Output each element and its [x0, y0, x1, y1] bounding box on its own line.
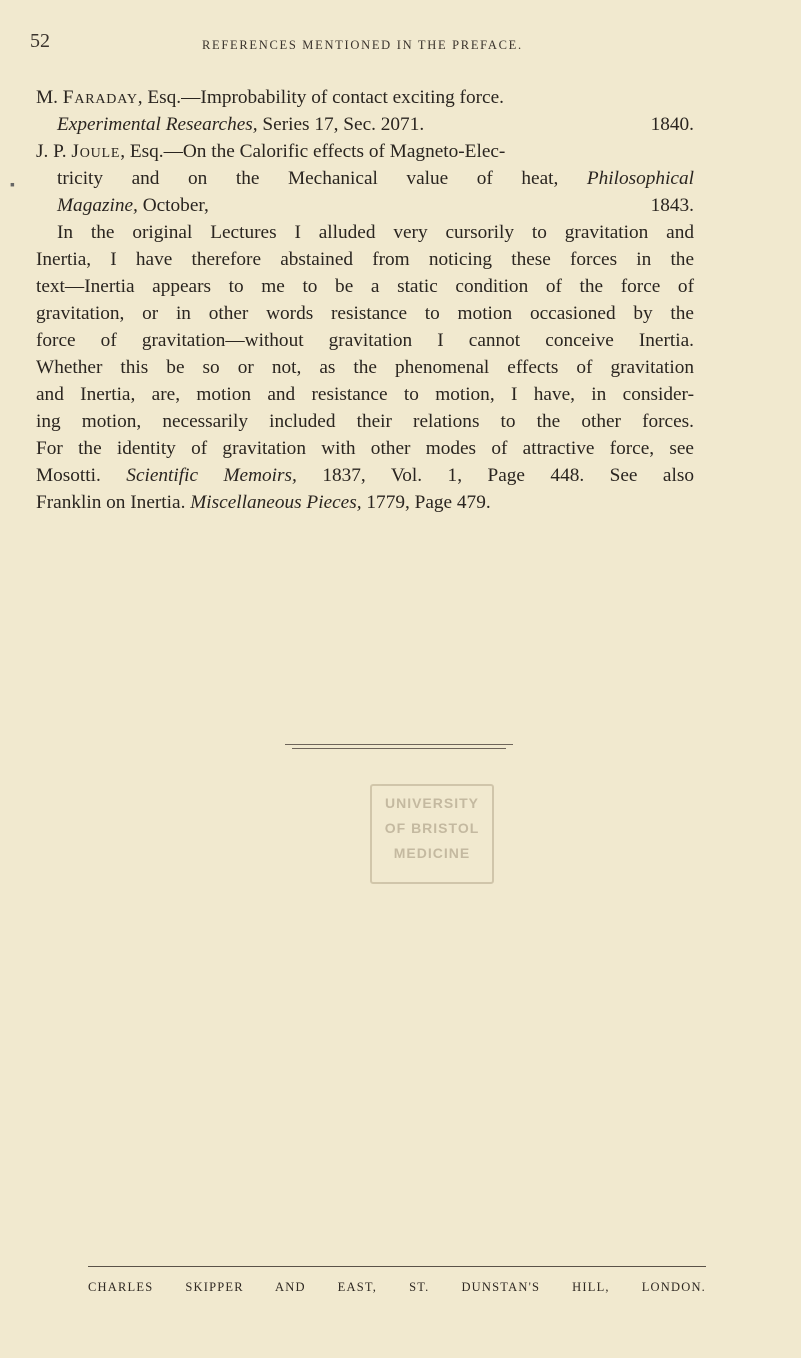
author-initial: J. P.: [36, 141, 67, 162]
text-segment: Franklin on Inertia.: [36, 492, 186, 513]
reference-year: 1840.: [650, 114, 694, 135]
text-segment: 1779, Page 479.: [366, 492, 491, 513]
divider-rule: [292, 748, 506, 749]
reference-joule: [36, 140, 694, 164]
reference-title: , Esq.—On the Calorific effects of Magneto-Elec-: [120, 141, 506, 162]
reference-faraday: [36, 86, 694, 110]
page-number: 52: [30, 30, 50, 52]
printer-imprint: CHARLES SKIPPER AND EAST, ST. DUNSTAN'S HILL, LONDON.: [88, 1280, 706, 1294]
text-segment: 1837, Vol. 1, Page 448. See also: [322, 465, 694, 486]
work-title: Scientific Memoirs,: [126, 465, 297, 486]
stamp-line: UNIVERSITY: [384, 795, 479, 811]
work-title: Philosophical: [586, 168, 694, 189]
library-stamp: [370, 784, 494, 884]
divider-rule: [285, 744, 513, 745]
reference-title: , Esq.—Improbability of contact exciting force.: [137, 87, 504, 108]
author-name: Faraday: [62, 87, 138, 108]
paragraph-line: [36, 464, 694, 488]
author-name: Joule: [71, 141, 121, 162]
paragraph-line: force of gravitation—without gravitation I cannot conceive Inertia.: [36, 330, 694, 351]
stamp-line: OF BRISTOL: [384, 820, 480, 836]
stamp-line: MEDICINE: [393, 845, 471, 861]
paragraph-line: In the original Lectures I alluded very cursorily to gravitation and: [57, 222, 694, 243]
paragraph-line: gravitation, or in other words resistance to motion occasioned by the: [36, 303, 694, 324]
reference-title-cont: tricity and on the Mechanical value of heat,: [57, 168, 559, 189]
work-title: Experimental Researches,: [57, 114, 258, 135]
paragraph-line: Whether this be so or not, as the phenomenal effects of gravitation: [36, 357, 694, 378]
paragraph-line: For the identity of gravitation with other modes of attractive force, see: [36, 438, 694, 459]
paragraph-line: ing motion, necessarily included their relations to the other forces.: [36, 411, 694, 432]
work-detail: October,: [137, 195, 209, 216]
reference-joule-source: [57, 194, 694, 218]
running-head: REFERENCES MENTIONED IN THE PREFACE.: [202, 38, 523, 52]
paragraph-line: Inertia, I have therefore abstained from noticing these forces in the: [36, 249, 694, 270]
text-segment: Mosotti.: [36, 465, 101, 486]
paragraph-line: [36, 491, 694, 515]
reference-joule-line2: [57, 167, 694, 191]
author-initial: M.: [36, 87, 58, 108]
reference-year: 1843.: [650, 195, 694, 216]
reference-faraday-source: [57, 113, 694, 137]
work-title-cont: Magazine,: [57, 195, 138, 216]
margin-mark: ▪: [10, 178, 15, 193]
footer-rule: [88, 1266, 706, 1267]
work-detail: Series 17, Sec. 2071.: [257, 114, 425, 135]
paragraph-line: and Inertia, are, motion and resistance to motion, I have, in consider-: [36, 384, 694, 405]
paragraph-line: text—Inertia appears to me to be a static condition of the force of: [36, 276, 694, 297]
work-title: Miscellaneous Pieces,: [190, 492, 362, 513]
